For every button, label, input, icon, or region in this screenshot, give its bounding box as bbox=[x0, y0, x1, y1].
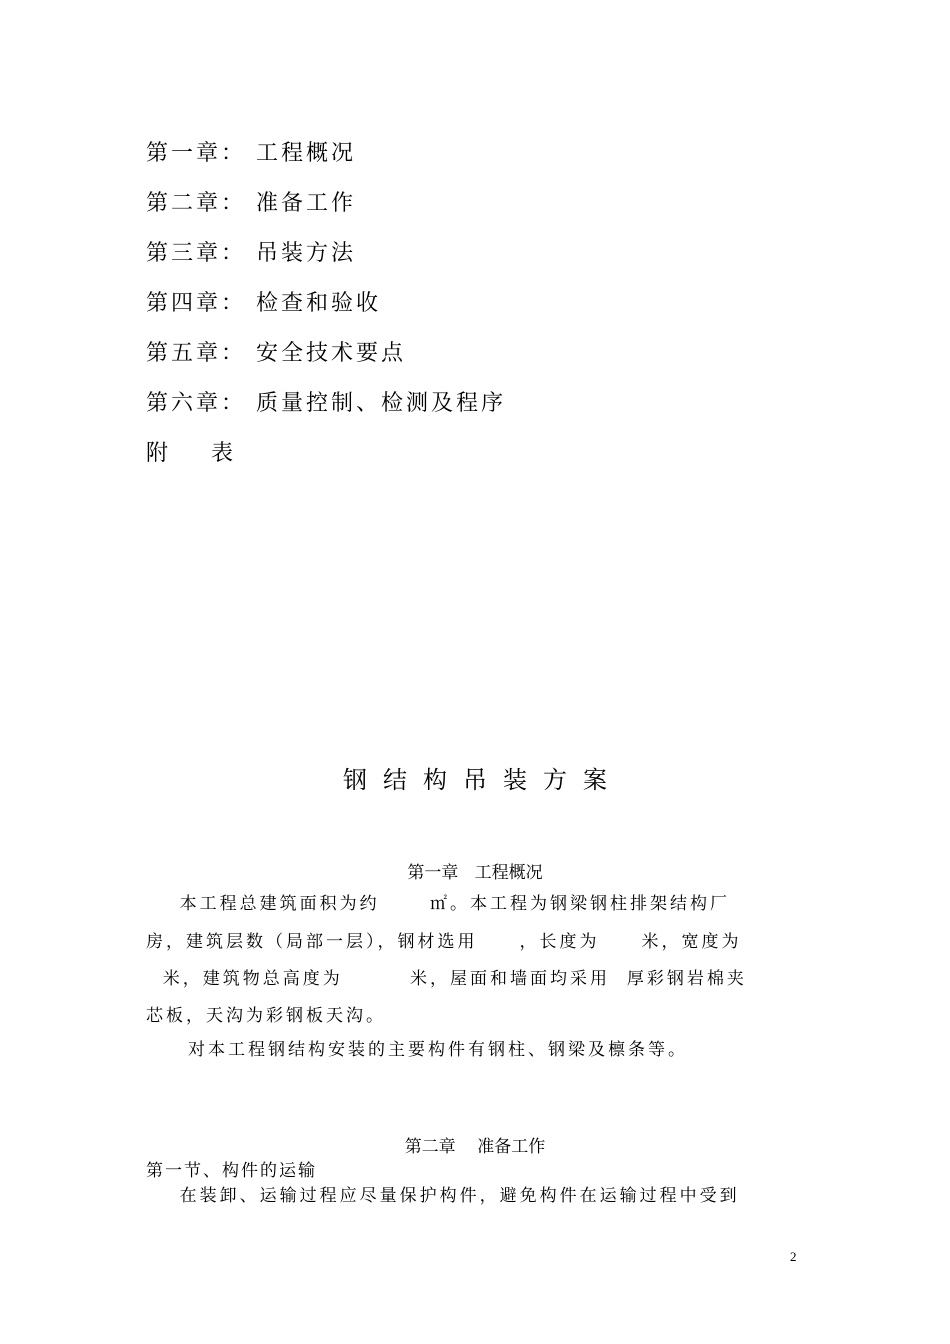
chapter-2-heading: 第二章 准备工作 bbox=[404, 1137, 546, 1157]
chapter-1-line-1: 本工程总建筑面积为约 ㎡。本工程为钢梁钢柱排架结构厂 bbox=[146, 894, 731, 914]
document-title: 钢结构吊装方案 bbox=[343, 766, 623, 794]
toc-item-appendix: 附 表 bbox=[146, 441, 236, 466]
chapter-1-line-2: 房，建筑层数（局部一层），钢材选用 ，长度为 米，宽度为 bbox=[146, 932, 742, 952]
chapter-1-line-4: 芯板，天沟为彩钢板天沟。 bbox=[146, 1006, 386, 1026]
toc-item-chapter-3: 第三章： 吊装方法 bbox=[146, 241, 356, 266]
chapter-1-heading: 第一章 工程概况 bbox=[407, 863, 543, 883]
chapter-1-line-5: 对本工程钢结构安装的主要构件有钢柱、钢梁及檩条等。 bbox=[146, 1040, 689, 1060]
section-1-heading: 第一节、构件的运输 bbox=[146, 1161, 317, 1181]
toc-item-chapter-4: 第四章： 检查和验收 bbox=[146, 291, 381, 316]
page-number: 2 bbox=[790, 1249, 797, 1264]
toc-item-chapter-2: 第二章： 准备工作 bbox=[146, 191, 356, 216]
toc-item-chapter-1: 第一章： 工程概况 bbox=[146, 141, 356, 166]
toc-item-chapter-5: 第五章： 安全技术要点 bbox=[146, 341, 406, 366]
toc-item-chapter-6: 第六章： 质量控制、检测及程序 bbox=[146, 391, 506, 416]
chapter-2-line-1: 在装卸、运输过程应尽量保护构件，避免构件在运输过程中受到 bbox=[146, 1186, 740, 1206]
chapter-1-line-3: 米，建筑物总高度为 米，屋面和墙面均采用 厚彩钢岩棉夹 bbox=[146, 969, 747, 989]
